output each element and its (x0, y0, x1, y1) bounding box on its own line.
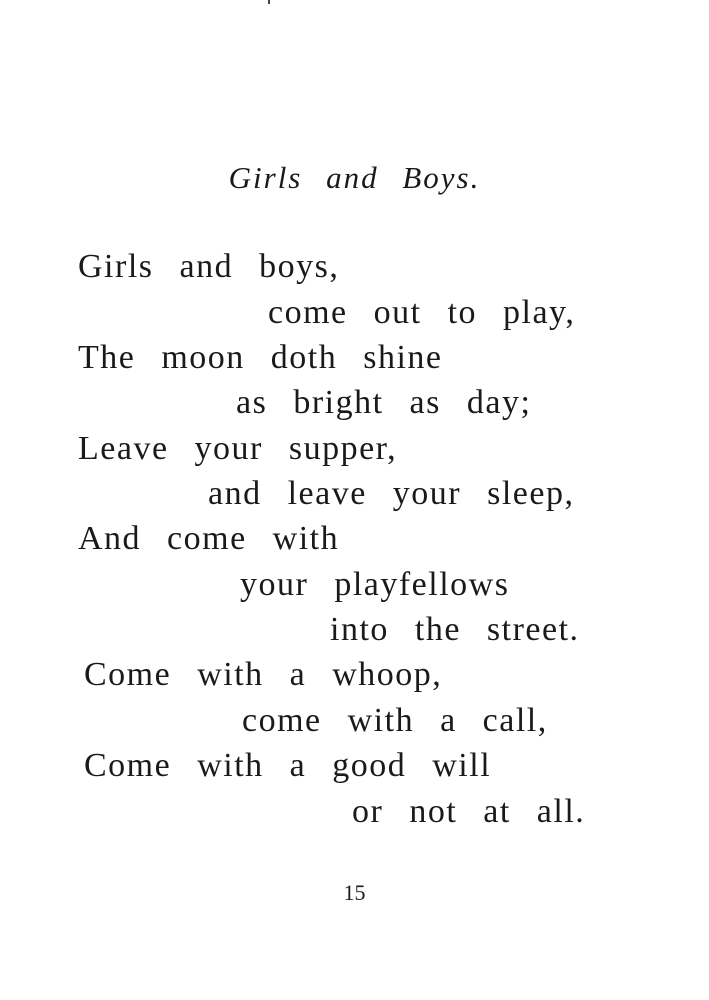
poem-line: Leave your supper, (78, 430, 398, 467)
poem-line: Come with a whoop, (84, 656, 443, 693)
poem-line: The moon doth shine (78, 339, 443, 376)
poem-line: come with a call, (242, 702, 548, 739)
poem-line: your playfellows (240, 566, 510, 603)
page-number: 15 (343, 880, 366, 905)
poem-line: Come with a good will (84, 747, 492, 784)
poem-line: come out to play, (268, 294, 576, 331)
poem-line: And come with (78, 520, 340, 557)
poem-line: or not at all. (352, 793, 586, 830)
poem-line: into the street. (330, 611, 580, 648)
poem-line: Girls and boys, (78, 248, 340, 285)
poem-title: Girls and Boys. (228, 160, 481, 195)
poem-line: as bright as day; (236, 384, 532, 421)
poem-line: and leave your sleep, (208, 475, 575, 512)
